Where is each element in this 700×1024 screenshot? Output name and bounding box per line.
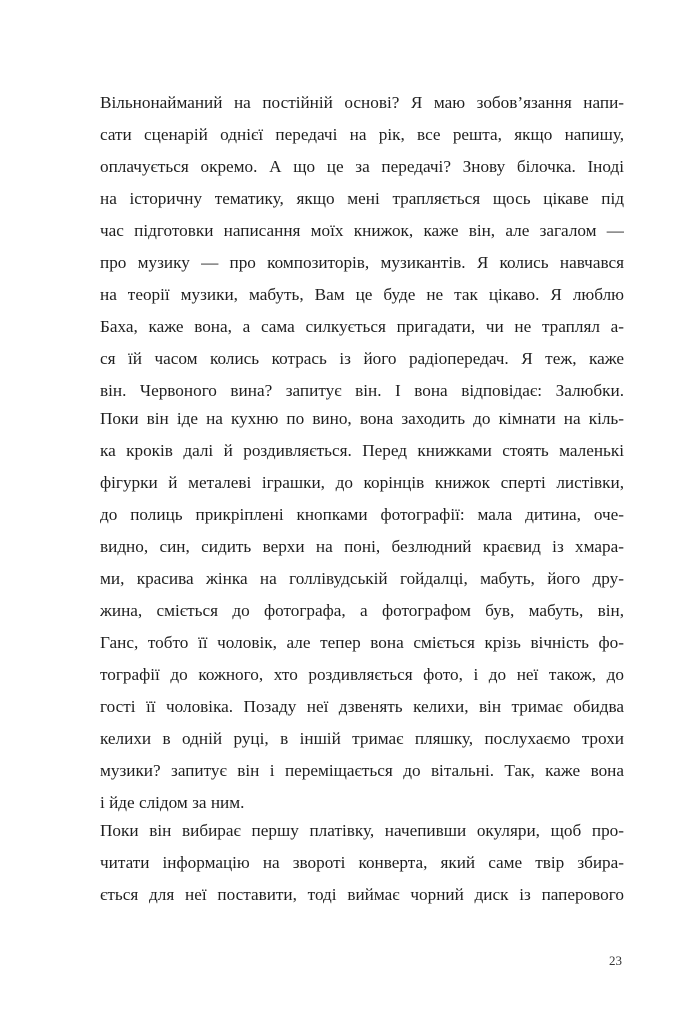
text-line: сати сценарій однієї передачі на рік, все решта, якщо напишу,: [100, 125, 624, 144]
text-line: ми, красива жінка на голлівудській гойдалці, мабуть, його дру-: [100, 569, 624, 588]
text-line: він. Червоного вина? запитує він. І вона відповідає: Залюбки.: [100, 381, 624, 400]
text-line: оплачується окремо. А що це за передачі? Знову білочка. Іноді: [100, 157, 624, 176]
text-line: Баха, каже вона, а сама силкується пригадати, чи не траплял а-: [100, 317, 624, 336]
text-line: ка кроків далі й роздивляється. Перед книжками стоять маленькі: [100, 441, 624, 460]
text-line: час підготовки написання моїх книжок, каже він, але загалом —: [100, 221, 624, 240]
text-line: про музику — про композиторів, музикантів. Я колись навчався: [100, 253, 624, 272]
text-line: фігурки й металеві іграшки, до корінців книжок сперті листівки,: [100, 473, 624, 492]
text-line: Вільнонайманий на постійній основі? Я маю зобов’язання напи-: [100, 93, 624, 112]
text-line: ється для неї поставити, тоді виймає чорний диск із паперового: [100, 885, 624, 904]
text-line: видно, син, сидить верхи на поні, безлюдний краєвид із хмара-: [100, 537, 624, 556]
paragraph-2: [100, 403, 624, 819]
text-line: і йде слідом за ним.: [100, 793, 245, 812]
text-line: на історичну тематику, якщо мені трапляється щось цікаве під: [100, 189, 624, 208]
paragraph-1: [100, 87, 624, 407]
text-line: на теорії музики, мабуть, Вам це буде не так цікаво. Я люблю: [100, 285, 624, 304]
page-number: 23: [609, 953, 622, 968]
text-line: Ганс, тобто її чоловік, але тепер вона сміється крізь вічність фо-: [100, 633, 624, 652]
text-line: Поки він вибирає першу платівку, начепивши окуляри, щоб про-: [100, 821, 624, 840]
text-line: музики? запитує він і переміщається до вітальні. Так, каже вона: [100, 761, 624, 780]
text-line: жина, сміється до фотографа, а фотографом був, мабуть, він,: [100, 601, 624, 620]
text-line: гості її чоловіка. Позаду неї дзвенять келихи, він тримає обидва: [100, 697, 624, 716]
text-line: тографії до кожного, хто роздивляється фото, і до неї також, до: [100, 665, 624, 684]
text-line: ся їй часом колись котрась із його радіопередач. Я теж, каже: [100, 349, 624, 368]
paragraph-3: [100, 815, 624, 911]
text-line: келихи в одній руці, в іншій тримає пляшку, послухаємо трохи: [100, 729, 624, 748]
text-line: до полиць прикріплені кнопками фотографії: мала дитина, оче-: [100, 505, 624, 524]
text-line: читати інформацію на звороті конверта, який саме твір збира-: [100, 853, 624, 872]
text-line: Поки він іде на кухню по вино, вона заходить до кімнати на кіль-: [100, 409, 624, 428]
